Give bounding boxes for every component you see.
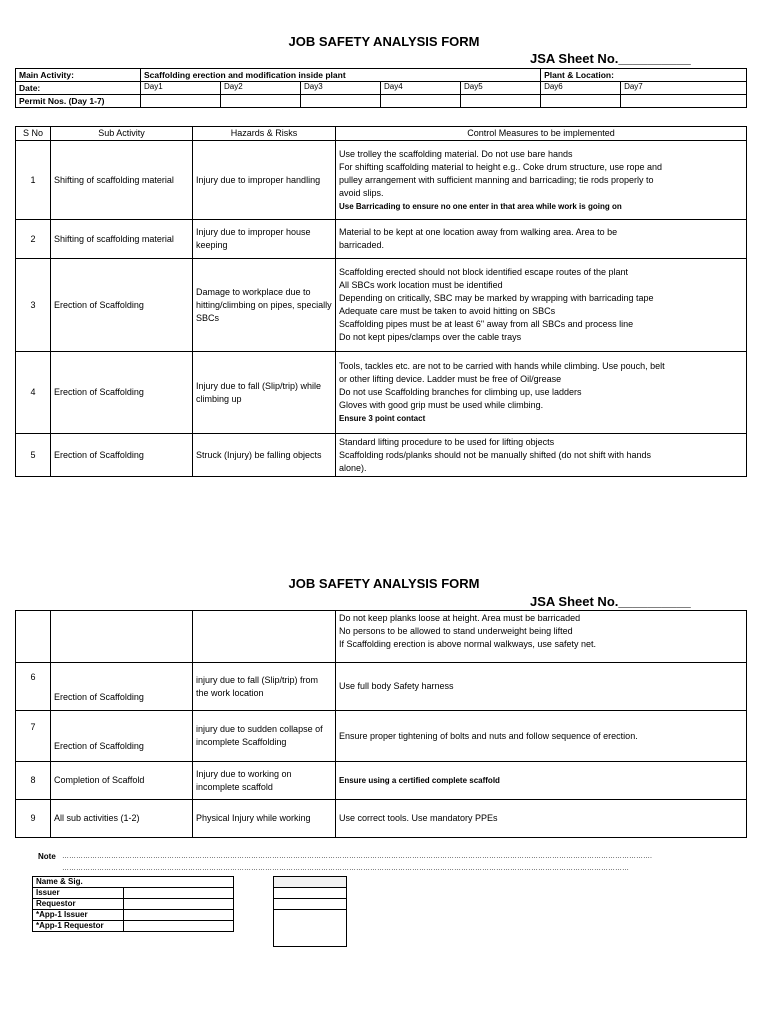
permit-cell[interactable] (621, 95, 747, 108)
row-controls (336, 800, 747, 838)
control-line: Use trolley the scaffolding material. Do not use bare hands (339, 148, 573, 159)
page1-sheet-no: JSA Sheet No.__________ (530, 51, 691, 66)
row-sub-activity: Completion of Scaffold (51, 762, 193, 800)
row-sno: 7 (16, 711, 51, 762)
permit-cell[interactable] (461, 95, 541, 108)
permit-cell[interactable] (541, 95, 621, 108)
sig-header: Name & Sig. (33, 877, 234, 888)
main-activity-label: Main Activity: (16, 69, 141, 82)
day-cell[interactable]: Day7 (621, 82, 747, 95)
row-controls (336, 711, 747, 762)
row-sub-activity: Erection of Scaffolding (51, 663, 193, 711)
col-sub-activity: Sub Activity (51, 127, 193, 141)
row-sub-activity (51, 611, 193, 663)
row-sno: 2 (16, 220, 51, 259)
row-controls (336, 220, 747, 259)
control-line: or other lifting device. Ladder must be free of Oil/grease (339, 374, 562, 384)
row-sub-activity: Shifting of scaffolding material (51, 220, 193, 259)
row-sno: 3 (16, 259, 51, 352)
row-controls (336, 352, 747, 434)
sig2-field[interactable] (274, 899, 347, 910)
main-activity-value[interactable]: Scaffolding erection and modification inside plant (141, 69, 541, 82)
row-controls (336, 141, 747, 220)
control-line: For shifting scaffolding material to height e.g.. Coke drum structure, use rope and (339, 161, 663, 172)
row-sub-activity: Erection of Scaffolding (51, 259, 193, 352)
row-sno: 4 (16, 352, 51, 434)
control-line: barricaded. (339, 240, 385, 250)
row-sno: 6 (16, 663, 51, 711)
control-line: Use correct tools. Use mandatory PPEs (339, 813, 498, 823)
row-sub-activity: Shifting of scaffolding material (51, 141, 193, 220)
sig-field[interactable] (124, 910, 234, 921)
control-line: If Scaffolding erection is above normal walkways, use safety net. (339, 639, 596, 649)
row-sub-activity: All sub activities (1-2) (51, 800, 193, 838)
sig-field[interactable] (124, 888, 234, 899)
day-cell[interactable]: Day5 (461, 82, 541, 95)
row-hazard: Struck (Injury) be falling objects (193, 434, 336, 477)
row-controls (336, 762, 747, 800)
control-line: avoid slips. (339, 187, 384, 198)
page2-jsa-table (15, 610, 747, 838)
row-hazard (193, 611, 336, 663)
control-line: Scaffolding pipes must be at least 6" away from all SBCs and process line (339, 319, 634, 329)
day-cell[interactable]: Day6 (541, 82, 621, 95)
permit-cell[interactable] (141, 95, 221, 108)
day-cell[interactable]: Day1 (141, 82, 221, 95)
page2-title: JOB SAFETY ANALYSIS FORM (288, 576, 480, 591)
row-controls (336, 434, 747, 477)
control-line: Do not use Scaffolding branches for climbing up, use ladders (339, 387, 582, 397)
signature-table-2 (273, 876, 347, 947)
control-line: Tools, tackles etc. are not to be carried with hands while climbing. Use pouch, belt (339, 361, 665, 371)
sig-label-app1-requestor: *App-1 Requestor (33, 921, 124, 932)
sig-label-app1-issuer: *App-1 Issuer (33, 910, 124, 921)
row-hazard: Physical Injury while working (193, 800, 336, 838)
sig-label-requestor: Requestor (33, 899, 124, 910)
day-cell[interactable]: Day2 (221, 82, 301, 95)
row-sub-activity: Erection of Scaffolding (51, 352, 193, 434)
control-line: Material to be kept at one location away from walking area. Area to be (339, 227, 618, 237)
control-bold-line: Ensure 3 point contact (339, 414, 426, 423)
date-label: Date: (16, 82, 141, 95)
control-line: Depending on critically, SBC may be marked by wrapping with barricading tape (339, 293, 654, 303)
row-sno (16, 611, 51, 663)
control-line: All SBCs work location must be identified (339, 280, 503, 290)
row-sub-activity: Erection of Scaffolding (51, 711, 193, 762)
control-line: Standard lifting procedure to be used for lifting objects (339, 436, 555, 447)
col-control-measures: Control Measures to be implemented (336, 127, 747, 141)
permit-label: Permit Nos. (Day 1-7) (16, 95, 141, 108)
row-hazard: Injury due to improper house keeping (193, 220, 336, 259)
control-line: Use full body Safety harness (339, 681, 454, 691)
page2-sheet-no: JSA Sheet No.__________ (530, 594, 691, 609)
page1-header-table (15, 68, 747, 108)
permit-cell[interactable] (221, 95, 301, 108)
control-line: pulley arrangement with sufficient manning and barricading; tie rods properly to (339, 174, 654, 185)
row-sno: 5 (16, 434, 51, 477)
control-line: Do not keep planks loose at height. Area must be barricaded (339, 613, 581, 623)
control-line: Adequate care must be taken to avoid hitting on SBCs (339, 306, 556, 316)
row-hazard: Injury due to working on incomplete scaffold (193, 762, 336, 800)
control-line: Scaffolding rods/planks should not be manually shifted (do not shift with hands (339, 449, 652, 460)
page1-title: JOB SAFETY ANALYSIS FORM (288, 34, 480, 49)
col-hazards: Hazards & Risks (193, 127, 336, 141)
row-controls (336, 663, 747, 711)
control-line: Do not kept pipes/clamps over the cable trays (339, 332, 522, 342)
control-line: Scaffolding erected should not block identified escape routes of the plant (339, 267, 629, 277)
col-sno: S No (16, 127, 51, 141)
row-controls (336, 259, 747, 352)
row-hazard: Injury due to fall (Slip/trip) while climbing up (193, 352, 336, 434)
row-hazard: Injury due to improper handling (193, 141, 336, 220)
row-sub-activity: Erection of Scaffolding (51, 434, 193, 477)
permit-cell[interactable] (301, 95, 381, 108)
signature-table (32, 876, 234, 932)
day-cell[interactable]: Day4 (381, 82, 461, 95)
plant-location-label[interactable]: Plant & Location: (541, 69, 747, 82)
row-hazard: Damage to workplace due to hitting/climbing on pipes, specially SBCs (193, 259, 336, 352)
note-line-2[interactable]: ……………………………………………………………………………………………………………………………………………………………………………………………………………………… (62, 865, 629, 872)
control-bold-line: Use Barricading to ensure no one enter in that area while work is going on (339, 201, 622, 211)
permit-cell[interactable] (381, 95, 461, 108)
sig-field[interactable] (124, 921, 234, 932)
control-line: Gloves with good grip must be used while climbing. (339, 400, 544, 410)
row-hazard: injury due to fall (Slip/trip) from the work location (193, 663, 336, 711)
sig2-field[interactable] (274, 910, 347, 947)
day-cell[interactable]: Day3 (301, 82, 381, 95)
note-line-1[interactable]: ………………………………………………………………………………………………………………………………………………………………………………………………………………………………. (62, 853, 652, 860)
row-controls (336, 611, 747, 663)
page1-jsa-table (15, 126, 747, 477)
row-sno: 1 (16, 141, 51, 220)
row-sno: 8 (16, 762, 51, 800)
sig2-header (274, 877, 347, 888)
control-line: alone). (339, 462, 367, 473)
sig-label-issuer: Issuer (33, 888, 124, 899)
row-sno: 9 (16, 800, 51, 838)
control-bold-line: Ensure using a certified complete scaffold (339, 776, 500, 785)
row-hazard: injury due to sudden collapse of incomplete Scaffolding (193, 711, 336, 762)
control-line: Ensure proper tightening of bolts and nuts and follow sequence of erection. (339, 730, 638, 741)
sig-field[interactable] (124, 899, 234, 910)
sig2-field[interactable] (274, 888, 347, 899)
control-line: No persons to be allowed to stand underweight being lifted (339, 626, 573, 636)
note-label: Note (38, 852, 56, 861)
